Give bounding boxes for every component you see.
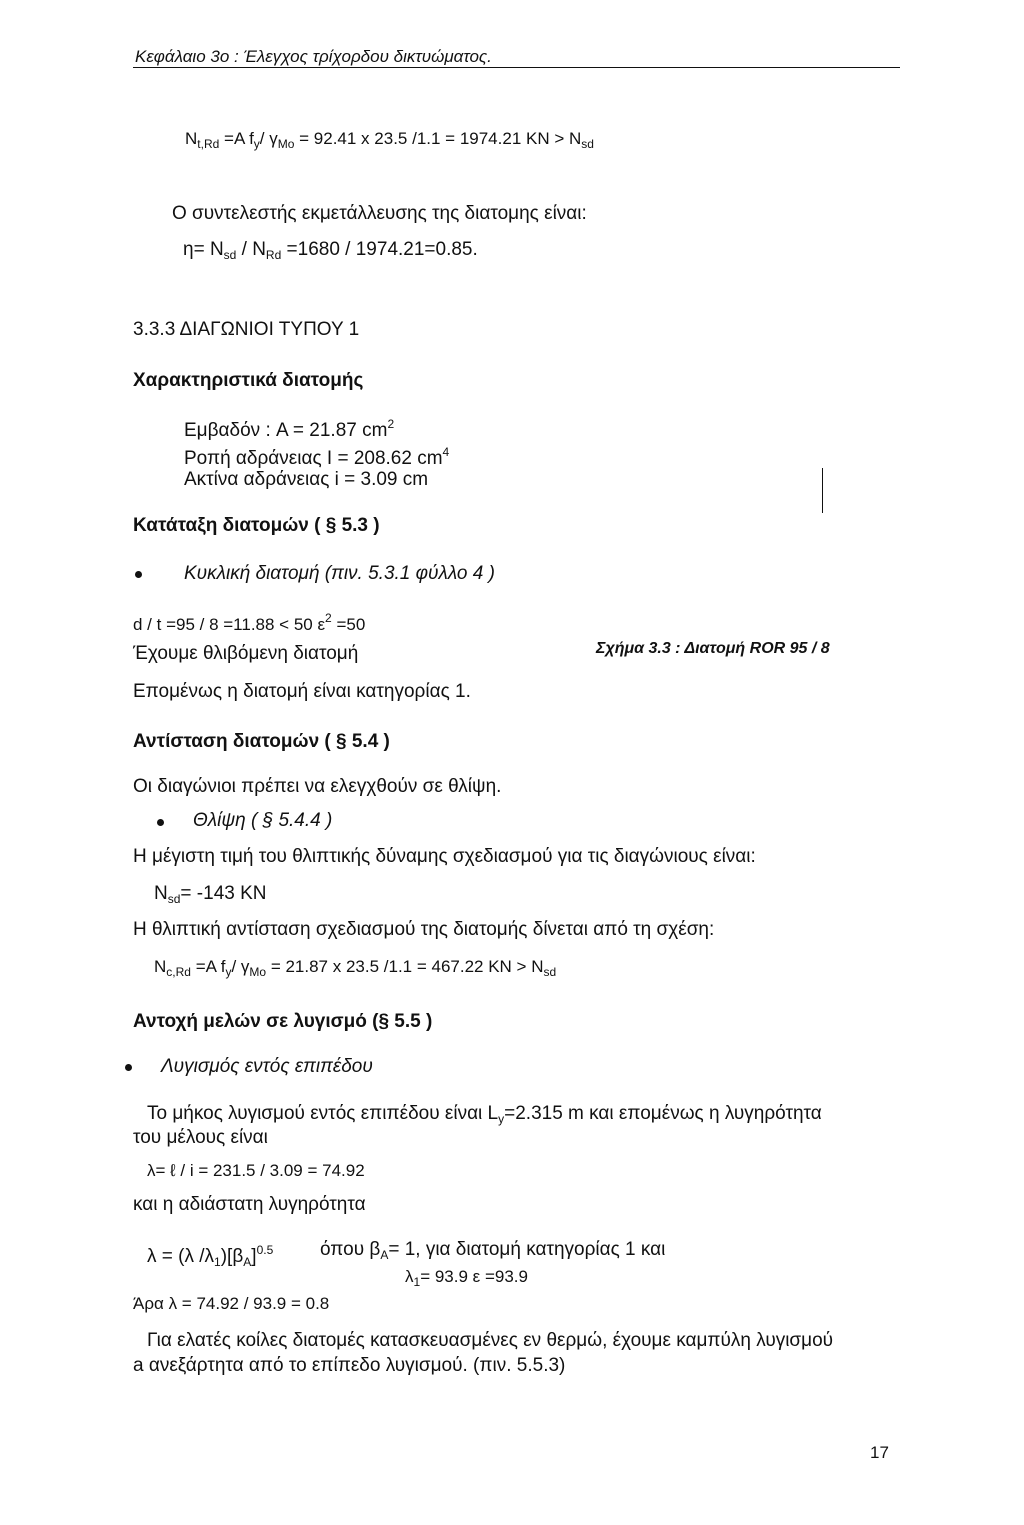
utilization-formula: $\eta= N_{sd} / N_{Rd} =1680 / 1974.21=0.85$. bbox=[183, 239, 478, 262]
compression-resistance-formula: $N_{c,Rd} =A$ $f_y/$ $\gamma_{Mo} = 21.87$ x 23.5 /1.1 = 467.22 KN > $N_{sd}$ bbox=[154, 957, 557, 979]
buckling-length-line1: Το μήκος λυγισμού εντός επιπέδου είναι $L_y=2.315$ m και επομένως η λυγηρότητα bbox=[147, 1103, 822, 1126]
classification-title: Κατάταξη διατομών ( § 5.3 ) bbox=[133, 515, 380, 536]
slenderness-value: λ= ℓ / i = 231.5 / 3.09 = 74.92 bbox=[147, 1161, 365, 1180]
compressed-section: Έχουμε θλιβόμενη διατομή bbox=[133, 643, 359, 664]
bullet-icon bbox=[125, 1064, 132, 1071]
figure-marker-line bbox=[822, 468, 823, 513]
buckling-length-line2: του μέλους είναι bbox=[133, 1127, 268, 1148]
buckling-bullet: Λυγισμός εντός επιπέδου bbox=[161, 1056, 373, 1077]
buckling-note-line1: Για ελατές κοίλες διατομές κατασκευασμένες εν θερμώ, έχουμε καμπύλη λυγισμού bbox=[147, 1330, 834, 1351]
buckling-note-line2: a ανεξάρτητα από το επίπεδο λυγισμού. (πιν. 5.5.3) bbox=[133, 1355, 566, 1376]
buckling-title: Αντοχή μελών σε λυγισμό (§ 5.5 ) bbox=[133, 1011, 433, 1032]
header-rule bbox=[133, 67, 900, 68]
inertia-line: Ροπή αδράνειας I = 208.62 $cm^4$ bbox=[184, 445, 450, 469]
lambda1-definition: $\lambda_1= 93.9$ ε =93.9 bbox=[405, 1267, 528, 1289]
area-line: Εμβαδόν : A = 21.87 $cm^2$ bbox=[184, 417, 395, 441]
compression-bullet: Θλίψη ( § 5.4.4 ) bbox=[193, 810, 333, 831]
classification-bullet: Κυκλική διατομή (πιν. 5.3.1 φύλλο 4 ) bbox=[184, 563, 495, 584]
resistance-title: Αντίσταση διατομών ( § 5.4 ) bbox=[133, 731, 390, 752]
page-number: 17 bbox=[870, 1443, 889, 1462]
bullet-icon bbox=[135, 571, 142, 578]
slenderness-result: Άρα λ = 74.92 / 93.9 = 0.8 bbox=[133, 1294, 330, 1313]
category-result: Επομένως η διατομή είναι κατηγορίας 1. bbox=[133, 681, 471, 702]
bullet-icon bbox=[157, 819, 164, 826]
section-heading: 3.3.3 ΔΙΑΓΩΝΙΟΙ ΤΥΠΟΥ 1 bbox=[133, 319, 360, 340]
section-properties-title: Χαρακτηριστικά διατομής bbox=[133, 370, 364, 391]
figure-caption: Σχήμα 3.3 : Διατομή ROR 95 / 8 bbox=[596, 640, 830, 657]
resistance-intro: Οι διαγώνιοι πρέπει να ελεγχθούν σε θλίψη. bbox=[133, 776, 502, 797]
tension-resistance-formula: $N_{t,Rd} =A$ $f_y/$ $\gamma_{Mo} = 92.41$ x 23.5 /1.1 = 1974.21 KN > $N_{sd}$ bbox=[185, 129, 594, 151]
nsd-value: $N_{sd}= -143$ KN bbox=[154, 883, 267, 906]
radius-line: Ακτίνα αδράνειας i = 3.09 cm bbox=[184, 469, 429, 490]
beta-definition: όπου $\beta_A= 1$, για διατομή κατηγορίας 1 και bbox=[320, 1239, 666, 1262]
nondimensional-text: και η αδιάστατη λυγηρότητα bbox=[133, 1194, 366, 1215]
nondimensional-formula: λ = (λ $/\lambda_1)[\beta_A]^{0.5}$ bbox=[147, 1243, 274, 1269]
slenderness-ratio: d / t =95 / 8 =11.88 < 50 $\varepsilon^2 =50$ bbox=[133, 611, 366, 634]
utilization-intro: Ο συντελεστής εκμετάλλευσης της διατομης είναι: bbox=[172, 203, 587, 224]
design-resistance-text: Η θλιπτική αντίσταση σχεδιασμού της διατομής δίνεται από τη σχέση: bbox=[133, 919, 715, 940]
max-force-text: Η μέγιστη τιμή του θλιπτικής δύναμης σχεδιασμού για τις διαγώνιους είναι: bbox=[133, 846, 756, 867]
chapter-header: Κεφάλαιο 3ο : Έλεγχος τρίχορδου δικτυώματος. bbox=[135, 47, 492, 66]
